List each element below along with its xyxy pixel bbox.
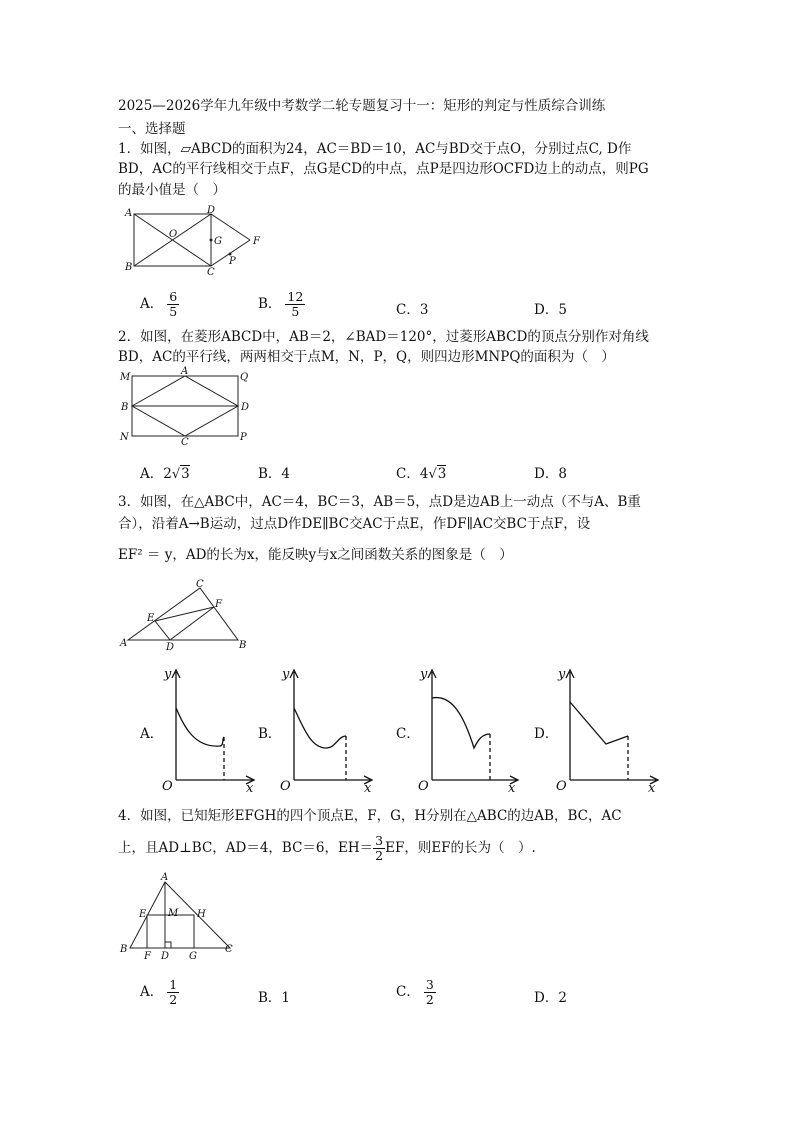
q3-option-c-graph bbox=[416, 660, 526, 795]
q3-option-b-graph bbox=[278, 660, 378, 795]
q2-label-m: M bbox=[120, 372, 131, 383]
q4-label-g: G bbox=[189, 951, 197, 962]
q1-text-line-1: 1．如图，▱ABCD的面积为24，AC＝BD＝10，AC与BD交于点O，分别过点C, D作 bbox=[118, 141, 632, 157]
q3a-y-axis-label: y bbox=[164, 667, 172, 682]
q4-label-f: F bbox=[144, 951, 151, 962]
q3d-x-axis-label: x bbox=[648, 781, 656, 796]
q2-text-line-2: BD，AC的平行线，两两相交于点M，N，P，Q，则四边形MNPQ的面积为（ ） bbox=[118, 349, 615, 365]
q4-figure bbox=[118, 870, 243, 962]
q3c-y-axis-label: y bbox=[420, 667, 428, 682]
q3-option-d-graph bbox=[554, 660, 664, 795]
q3-option-c-label: C． bbox=[396, 726, 420, 742]
q4-label-h: H bbox=[197, 909, 206, 920]
q1-label-b: B bbox=[125, 262, 133, 273]
q1-label-g: G bbox=[214, 236, 222, 247]
q1-option-d: D．5 bbox=[534, 302, 567, 318]
q3-option-a-graph bbox=[160, 660, 260, 795]
q3a-x-axis-label: x bbox=[246, 781, 254, 796]
q1-label-o: O bbox=[169, 229, 178, 240]
q4-text-line-1: 4．如图，已知矩形EFGH的四个顶点E，F，G，H分别在△ABC的边AB，BC，AC bbox=[118, 808, 622, 824]
q2-label-a: A bbox=[181, 366, 189, 377]
q3c-x-axis-label: x bbox=[508, 781, 516, 796]
q1-option-a: A． $\frac{6}{5}$ bbox=[140, 289, 178, 319]
q3b-origin-label: O bbox=[280, 779, 291, 794]
q3b-y-axis-label: y bbox=[282, 667, 290, 682]
q3-text-line-1: 3．如图，在△ABC中，AC＝4，BC＝3，AB＝5，点D是边AB上一动点（不与A、B重 bbox=[118, 494, 641, 510]
q1-label-d: D bbox=[207, 205, 216, 216]
q2-option-a: A．2√3 bbox=[140, 466, 190, 482]
q4-option-d: D．2 bbox=[534, 990, 567, 1006]
q1-figure bbox=[118, 204, 268, 276]
q2-option-d: D．8 bbox=[534, 466, 567, 482]
q4-label-d: D bbox=[161, 951, 170, 962]
q2-label-c: C bbox=[181, 437, 189, 448]
q3-text-line-2: 合），沿着A→B运动，过点D作DE∥BC交AC于点E，作DF∥AC交BC于点F，设 bbox=[118, 516, 591, 532]
q4-option-b: B．1 bbox=[258, 990, 291, 1006]
q3-triangle-figure bbox=[118, 578, 253, 652]
q2-label-p: P bbox=[240, 432, 247, 443]
q3-text-line-3: EF² ＝ y，AD的长为x，能反映y与x之间函数关系的图象是（ ） bbox=[118, 547, 513, 563]
q3-option-d-label: D． bbox=[534, 726, 559, 742]
q4-label-e: E bbox=[139, 909, 147, 920]
q1-text-line-3: 的最小值是（ ） bbox=[118, 182, 226, 198]
q2-text-line-1: 2．如图，在菱形ABCD中，AB＝2，∠BAD＝120°，过菱形ABCD的顶点分别作对角线 bbox=[118, 329, 649, 345]
q2-option-b: B．4 bbox=[258, 466, 291, 482]
q3c-origin-label: O bbox=[418, 779, 429, 794]
q4-option-a: A． $\frac{1}{2}$ bbox=[140, 977, 178, 1007]
q3-label-c: C bbox=[196, 579, 204, 590]
q1-option-b: B． $\frac{12}{5}$ bbox=[258, 289, 304, 319]
q1-label-c: C bbox=[207, 267, 215, 278]
q1-label-p: P bbox=[229, 256, 236, 267]
q2-label-b: B bbox=[121, 402, 129, 413]
q4-option-c: C． $\frac{3}{2}$ bbox=[396, 977, 434, 1007]
q4-label-a: A bbox=[161, 872, 169, 883]
q3-option-b-label: B． bbox=[258, 726, 282, 742]
q3-label-a: A bbox=[120, 638, 128, 649]
q1-label-a: A bbox=[125, 208, 133, 219]
q3-label-f: F bbox=[215, 599, 222, 610]
q1-option-c: C．3 bbox=[396, 302, 429, 318]
q1-text-line-2: BD，AC的平行线相交于点F，点G是CD的中点，点P是四边形OCFD边上的动点，则PG bbox=[118, 161, 649, 177]
q4-label-m: M bbox=[168, 908, 179, 919]
q3-label-b: B bbox=[239, 640, 247, 651]
q2-label-q: Q bbox=[240, 372, 249, 383]
q3d-y-axis-label: y bbox=[558, 667, 566, 682]
q2-label-n: N bbox=[120, 432, 129, 443]
q3a-origin-label: O bbox=[162, 779, 173, 794]
page-title: 2025—2026学年九年级中考数学二轮专题复习十一：矩形的判定与性质综合训练 bbox=[118, 98, 606, 114]
q3b-x-axis-label: x bbox=[364, 781, 372, 796]
q4-label-b: B bbox=[120, 944, 128, 955]
q4-text-line-2: 上，且AD⊥BC，AD＝4，BC＝6，EH＝ $\frac{3}{2}$ EF，则EF的长为（ ）. bbox=[118, 833, 536, 863]
section-heading: 一、选择题 bbox=[118, 121, 186, 137]
q1-label-f: F bbox=[253, 236, 260, 247]
q2-figure bbox=[118, 366, 248, 446]
q2-option-c: C．4√3 bbox=[396, 466, 447, 482]
q3-option-a-label: A． bbox=[140, 726, 164, 742]
q3-label-e: E bbox=[147, 613, 155, 624]
q4-label-c: C bbox=[225, 944, 233, 955]
q3-label-d: D bbox=[166, 642, 175, 653]
q2-label-d: D bbox=[241, 402, 250, 413]
q3d-origin-label: O bbox=[556, 779, 567, 794]
